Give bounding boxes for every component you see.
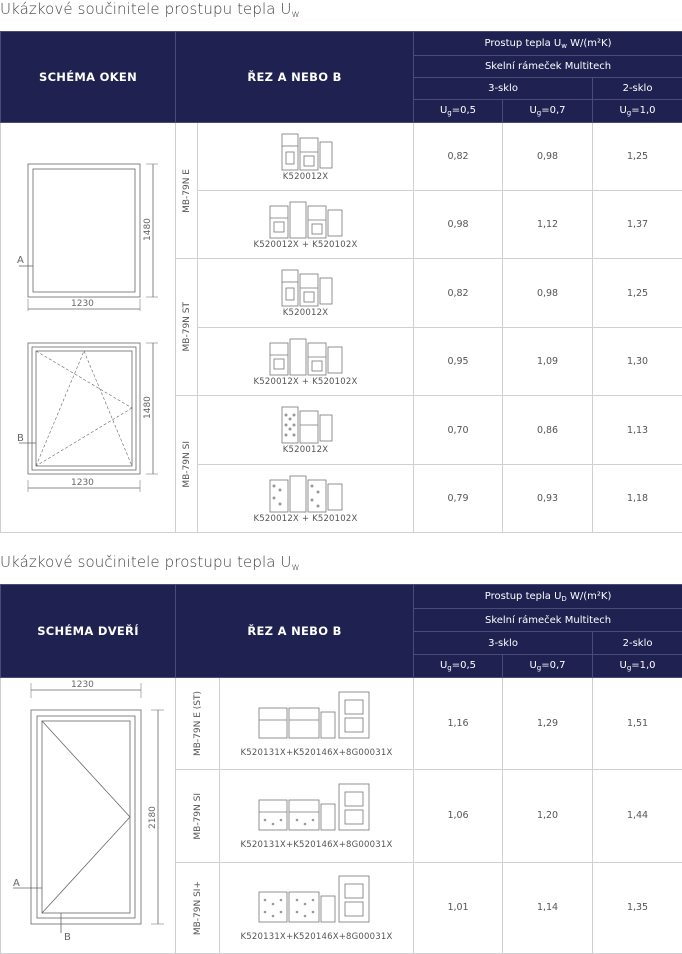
- value-ug10: 1,37: [593, 191, 682, 259]
- value-ug05: 0,79: [414, 465, 503, 533]
- label-a: A: [17, 255, 24, 266]
- group-name: MB-79N SI: [192, 792, 203, 840]
- door-table: [0, 584, 682, 954]
- header-schema-dveri: SCHÉMA DVEŘÍ: [1, 585, 176, 678]
- value-ug05: 1,01: [414, 862, 503, 953]
- header-ug-07: $U_g=0,7$: [503, 100, 593, 123]
- group-name: MB-79N ST: [181, 302, 192, 352]
- section2-title: Ukázkové součinitele prostupu tepla $U_w$: [0, 553, 300, 573]
- group-name: MB-79N SI: [181, 440, 192, 488]
- dim-width-a: 1230: [71, 299, 94, 309]
- header-3sklo: 3-sklo: [414, 78, 593, 100]
- window-schema-cell: [1, 123, 176, 533]
- profile-section-icon: [276, 405, 336, 445]
- dim-width: 1230: [71, 680, 94, 690]
- header-ug-10: $U_g=1,0$: [593, 100, 682, 123]
- section-cell: [198, 328, 414, 396]
- profile-code: K520012X: [282, 445, 329, 455]
- value-ug10: 1,18: [593, 465, 682, 533]
- value-ug05: 1,06: [414, 770, 503, 862]
- value-ug07: 1,12: [503, 191, 593, 259]
- dim-height-a: 1480: [143, 218, 153, 241]
- dim-height-b: 1480: [143, 396, 153, 419]
- value-ug05: 0,70: [414, 396, 503, 465]
- header-ug-05: $U_g=0,5$: [414, 655, 503, 678]
- group-name: MB-79N E: [181, 168, 192, 213]
- header-ug-05: $U_g=0,5$: [414, 100, 503, 123]
- value-ug05: 0,98: [414, 191, 503, 259]
- door-schema-cell: [1, 678, 176, 954]
- door-section-icon: [257, 874, 377, 932]
- label-b: B: [17, 433, 24, 444]
- group-name: MB-79N SI+: [192, 880, 203, 935]
- header-ramecek: Skelní rámeček Multitech: [414, 56, 682, 78]
- profile-section-icon: [276, 132, 336, 172]
- header-rez: ŘEZ A NEBO B: [176, 585, 414, 678]
- value-ug10: 1,25: [593, 123, 682, 191]
- dim-height: 2180: [148, 806, 158, 829]
- value-ug05: 0,95: [414, 328, 503, 396]
- group-label-cell: [176, 396, 198, 533]
- profile-code: K520131X+K520146X+8G00031X: [240, 747, 393, 758]
- profile-section-icon: [276, 268, 336, 308]
- profile-section-icon: [266, 200, 346, 240]
- value-ug07: 1,09: [503, 328, 593, 396]
- value-ug07: 0,86: [503, 396, 593, 465]
- value-ug10: 1,44: [593, 770, 682, 862]
- label-a: A: [13, 878, 20, 889]
- group-label-cell: [176, 259, 198, 396]
- value-ug07: 0,93: [503, 465, 593, 533]
- section-cell: [198, 259, 414, 328]
- window-table: [0, 31, 682, 533]
- group-name: MB-79N E (ST): [192, 691, 203, 757]
- value-ug05: 0,82: [414, 259, 503, 328]
- window-schema-drawing: [1, 123, 176, 529]
- header-prostup: Prostup tepla $U_D$ W/(m²K): [414, 585, 682, 609]
- group-label-cell: [176, 770, 220, 862]
- value-ug05: 1,16: [414, 678, 503, 770]
- section-cell: [220, 862, 414, 953]
- section-cell: [198, 465, 414, 533]
- group-label-cell: [176, 678, 220, 770]
- section-cell: [198, 191, 414, 259]
- header-3sklo: 3-sklo: [414, 632, 593, 655]
- door-section-icon: [257, 690, 377, 748]
- section-cell: [198, 123, 414, 191]
- profile-code: K520012X: [282, 308, 329, 318]
- header-prostup: Prostup tepla $U_w$ W/(m²K): [414, 32, 682, 56]
- value-ug07: 1,29: [503, 678, 593, 770]
- profile-code: K520012X + K520102X: [253, 513, 358, 524]
- header-ramecek: Skelní rámeček Multitech: [414, 609, 682, 632]
- value-ug10: 1,25: [593, 259, 682, 328]
- header-rez: ŘEZ A NEBO B: [176, 32, 414, 123]
- value-ug07: 1,20: [503, 770, 593, 862]
- section-cell: [198, 396, 414, 465]
- header-2sklo: 2-sklo: [593, 78, 682, 100]
- dim-width-b: 1230: [71, 478, 94, 488]
- value-ug10: 1,30: [593, 328, 682, 396]
- header-ug-10: $U_g=1,0$: [593, 655, 682, 678]
- profile-section-icon: [266, 474, 346, 514]
- header-ug-07: $U_g=0,7$: [503, 655, 593, 678]
- profile-code: K520131X+K520146X+8G00031X: [240, 839, 393, 850]
- section1-title: Ukázkové součinitele prostupu tepla $U_w$: [0, 0, 300, 20]
- profile-code: K520012X + K520102X: [253, 239, 358, 250]
- label-b: B: [64, 932, 71, 943]
- door-section-icon: [257, 782, 377, 840]
- value-ug07: 1,14: [503, 862, 593, 953]
- value-ug10: 1,35: [593, 862, 682, 953]
- value-ug07: 0,98: [503, 259, 593, 328]
- header-schema-oken: SCHÉMA OKEN: [1, 32, 176, 123]
- profile-code: K520012X + K520102X: [253, 376, 358, 387]
- group-label-cell: [176, 862, 220, 953]
- value-ug10: 1,51: [593, 678, 682, 770]
- section-cell: [220, 770, 414, 862]
- profile-section-icon: [266, 337, 346, 377]
- door-schema-drawing: [1, 678, 176, 950]
- value-ug10: 1,13: [593, 396, 682, 465]
- group-label-cell: [176, 123, 198, 259]
- profile-code: K520012X: [282, 171, 329, 182]
- value-ug05: 0,82: [414, 123, 503, 191]
- header-2sklo: 2-sklo: [593, 632, 682, 655]
- value-ug07: 0,98: [503, 123, 593, 191]
- profile-code: K520131X+K520146X+8G00031X: [240, 931, 393, 942]
- section-cell: [220, 678, 414, 770]
